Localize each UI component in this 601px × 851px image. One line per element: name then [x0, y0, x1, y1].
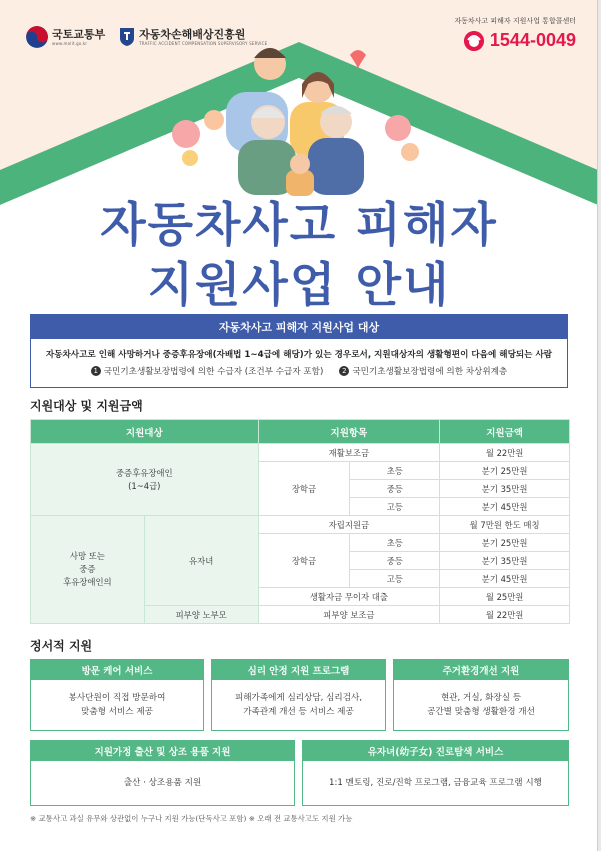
table-cell: 초등	[350, 462, 440, 480]
page-title-line1: 자동차사고 피해자	[100, 198, 498, 253]
table-cell: 피부양 보조금	[258, 606, 440, 624]
table-cell: 분기 25만원	[440, 462, 570, 480]
hotline-number[interactable]: 1544-0049	[489, 30, 576, 50]
service-card-title: 방문 케어 서비스	[31, 660, 203, 680]
table-cell: 자립지원금	[258, 516, 440, 534]
group-label: 중증후유장애인 (1~4급)	[31, 444, 259, 516]
emotional-section-title: 정서적 지원	[30, 639, 93, 653]
table-cell: 장학금	[258, 462, 350, 516]
table-header-row	[31, 420, 570, 444]
service-card-title: 유자녀(幼子女) 진로탐색 서비스	[303, 741, 568, 761]
hero-section	[0, 0, 598, 320]
hotline-caption: 자동차사고 피해자 지원사업 통합콜센터	[454, 17, 576, 25]
service-card-text: 맞춤형 서비스 제공	[81, 707, 153, 717]
table-row	[31, 444, 570, 462]
service-card	[30, 740, 295, 806]
column-header: 지원항목	[258, 420, 440, 444]
ministry-logo	[26, 26, 105, 48]
table-cell: 고등	[350, 570, 440, 588]
service-card-text: 공간별 맞춤형 생활환경 개선	[427, 707, 535, 717]
table-cell: 분기 35만원	[440, 480, 570, 498]
number-badge-1: 1	[91, 366, 101, 376]
service-card-text: 1:1 멘토링, 진로/진학 프로그램, 금융교육 프로그램 시행	[329, 778, 542, 788]
criteria-text-2: 국민기초생활보장법령에 의한 차상위계층	[352, 367, 508, 377]
column-header: 지원금액	[440, 420, 570, 444]
table-cell: 생활자금 무이자 대출	[258, 588, 440, 606]
table-cell: 분기 25만원	[440, 534, 570, 552]
table-cell: 월 7만원 한도 매칭	[440, 516, 570, 534]
group-label: 사망 또는 중증 후유장애인의	[31, 516, 145, 624]
service-card-text: 현관, 거실, 화장실 등	[440, 693, 522, 703]
table-cell: 재활보조금	[258, 444, 440, 462]
agency-name: 자동차손해배상진흥원	[139, 27, 246, 41]
agency-logo	[119, 27, 267, 47]
service-card-text: 피해가족에게 심리상담, 심리검사,	[234, 693, 363, 703]
ministry-url: www.molit.go.kr	[52, 40, 88, 46]
taegeuk-icon	[26, 26, 48, 48]
table-cell: 월 25만원	[440, 588, 570, 606]
sub-group-label: 유자녀	[144, 516, 258, 606]
criteria-item-1	[91, 365, 324, 377]
table-cell: 분기 45만원	[440, 570, 570, 588]
service-card-text: 가족관계 개선 등 서비스 제공	[243, 707, 354, 717]
table-cell: 중등	[350, 552, 440, 570]
ministry-name: 국토교통부	[52, 27, 106, 41]
target-box	[30, 314, 568, 388]
service-card-text: 출산 · 상조용품 지원	[123, 778, 202, 788]
hotline	[454, 16, 576, 51]
service-card	[393, 659, 569, 731]
criteria-text-1: 국민기초생활보장법령에 의한 수급자 (조건부 수급자 포함)	[103, 367, 324, 377]
table-cell: 월 22만원	[440, 444, 570, 462]
table-cell: 초등	[350, 534, 440, 552]
table-cell: 월 22만원	[440, 606, 570, 624]
column-header: 지원대상	[31, 420, 259, 444]
service-card	[302, 740, 569, 806]
support-section-title: 지원대상 및 지원금액	[30, 399, 143, 413]
criteria-item-2	[339, 365, 507, 377]
target-main-text: 자동차사고로 인해 사망하거나 중증후유장애(자배법 1~4급에 해당)가 있는 경우로서, 지원대상자의 생활형편이 다음에 해당되는 사람	[45, 350, 553, 360]
service-card	[211, 659, 386, 731]
table-cell: 장학금	[258, 534, 350, 588]
page-title-line2: 지원사업 안내	[147, 258, 451, 313]
agency-english-name: TRAFFIC ACCIDENT COMPENSATION SUPERVISORY SERVICE	[139, 40, 268, 46]
sub-group-label: 피부양 노부모	[144, 606, 258, 624]
table-cell: 중등	[350, 480, 440, 498]
logo-group	[26, 26, 267, 48]
table-row	[31, 516, 570, 534]
table-cell: 고등	[350, 498, 440, 516]
number-badge-2: 2	[339, 366, 349, 376]
service-card-title: 심리 안정 지원 프로그램	[212, 660, 385, 680]
service-card	[30, 659, 204, 731]
service-card-title: 지원가정 출산 및 상조 용품 지원	[31, 741, 294, 761]
support-table	[30, 419, 570, 624]
service-card-title: 주거환경개선 지원	[394, 660, 568, 680]
target-heading: 자동차사고 피해자 지원사업 대상	[31, 315, 567, 339]
footnote: ※ 교통사고 과실 유무와 상관없이 누구나 지원 가능(단독사고 포함) ※ 오래 전 교통사고도 지원 가능	[30, 814, 353, 823]
agency-shield-icon	[119, 27, 135, 47]
table-cell: 분기 45만원	[440, 498, 570, 516]
target-criteria	[31, 365, 567, 377]
call-center-icon	[464, 31, 484, 51]
service-card-text: 봉사단원이 직접 방문하여	[68, 693, 166, 703]
table-cell: 분기 35만원	[440, 552, 570, 570]
